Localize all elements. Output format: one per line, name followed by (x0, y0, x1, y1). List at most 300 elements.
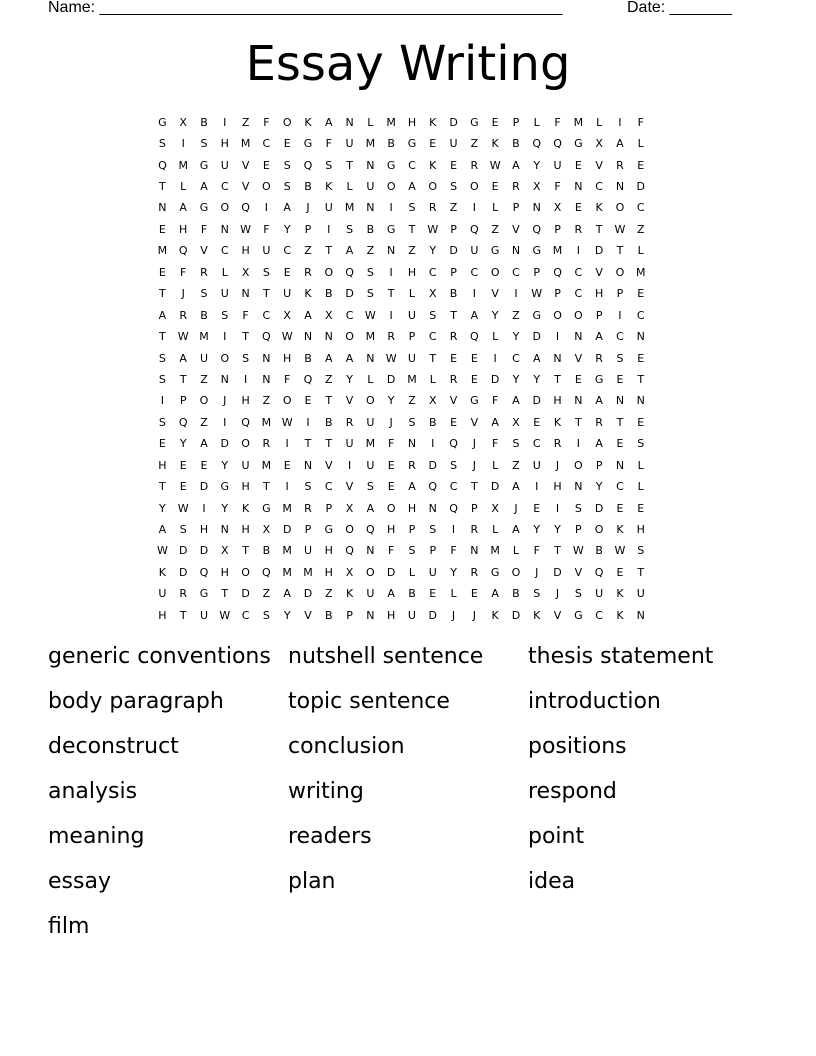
grid-letter: Y (179, 437, 187, 451)
grid-letter: E (616, 565, 624, 579)
grid-letter: X (491, 501, 499, 515)
grid-letter: Q (303, 372, 313, 386)
grid-letter: L (492, 201, 499, 215)
grid-letter: P (346, 608, 353, 622)
grid-letter: S (637, 544, 645, 558)
grid-letter: C (449, 480, 458, 494)
grid-row (152, 241, 672, 262)
grid-letter: I (223, 330, 227, 344)
grid-letter: F (450, 544, 457, 558)
grid-letter: R (595, 415, 603, 429)
grid-letter: U (553, 158, 562, 172)
grid-letter: C (616, 330, 624, 344)
grid-letter: A (200, 437, 208, 451)
grid-letter: Z (408, 244, 416, 258)
grid-letter: O (386, 180, 396, 194)
grid-letter: D (594, 244, 604, 258)
grid-letter: O (345, 523, 354, 537)
grid-letter: A (512, 480, 520, 494)
grid-letter: S (429, 523, 437, 537)
grid-letter: T (325, 394, 333, 408)
grid-letter: I (618, 308, 622, 322)
grid-letter: P (554, 222, 561, 236)
grid-letter: Q (470, 330, 479, 344)
grid-letter: P (450, 222, 457, 236)
grid-row (152, 412, 672, 433)
grid-letter: W (531, 287, 543, 301)
grid-letter: Q (553, 265, 562, 279)
grid-letter: G (386, 222, 396, 236)
grid-letter: A (304, 308, 312, 322)
grid-letter: O (241, 565, 250, 579)
grid-letter: G (407, 137, 417, 151)
grid-letter: C (408, 158, 416, 172)
grid-letter: B (304, 351, 312, 365)
grid-letter: D (532, 394, 541, 408)
grid-letter: M (282, 565, 292, 579)
grid-letter: U (324, 201, 333, 215)
grid-letter: A (408, 480, 416, 494)
grid-letter: A (408, 180, 416, 194)
grid-letter: I (576, 437, 580, 451)
word-list-item: introduction (528, 689, 661, 714)
grid-letter: Y (221, 501, 229, 515)
grid-letter: U (470, 244, 479, 258)
grid-letter: O (386, 501, 396, 515)
grid-letter: T (159, 180, 166, 194)
grid-letter: K (325, 180, 333, 194)
grid-letter: L (221, 265, 228, 279)
grid-letter: K (616, 587, 624, 601)
grid-letter: U (283, 287, 292, 301)
grid-letter: B (325, 287, 333, 301)
grid-letter: P (554, 287, 561, 301)
grid-letter: Y (221, 458, 229, 472)
grid-letter: Y (450, 565, 457, 579)
grid-letter: N (574, 330, 583, 344)
grid-letter: S (346, 222, 354, 236)
grid-letter: U (449, 137, 458, 151)
grid-letter: F (263, 115, 270, 129)
grid-letter: I (576, 244, 580, 258)
grid-letter: C (574, 265, 583, 279)
grid-letter: Q (594, 565, 604, 579)
grid-letter: H (179, 222, 188, 236)
grid-letter: E (491, 180, 499, 194)
grid-letter: Q (262, 330, 271, 344)
grid-letter: F (491, 437, 499, 451)
grid-letter: J (181, 287, 185, 301)
grid-letter: B (512, 587, 520, 601)
grid-letter: C (616, 480, 624, 494)
grid-letter: N (615, 180, 625, 194)
grid-letter: R (408, 458, 416, 472)
grid-letter: G (532, 308, 541, 322)
grid-letter: A (283, 201, 291, 215)
grid-letter: S (179, 523, 187, 537)
grid-letter: W (156, 544, 168, 558)
grid-letter: U (407, 608, 416, 622)
grid-letter: R (345, 415, 354, 429)
grid-letter: R (179, 308, 188, 322)
grid-letter: H (407, 265, 417, 279)
grid-letter: A (532, 351, 541, 365)
grid-letter: F (180, 265, 187, 279)
grid-letter: A (158, 308, 167, 322)
grid-letter: U (532, 458, 541, 472)
grid-letter: R (179, 587, 188, 601)
grid-letter: T (637, 372, 645, 386)
grid-letter: E (262, 158, 270, 172)
grid-letter: R (200, 265, 208, 279)
page-title: Essay Writing (245, 36, 571, 92)
grid-letter: J (306, 201, 310, 215)
grid-letter: A (325, 351, 333, 365)
grid-letter: F (554, 180, 561, 194)
grid-letter: K (553, 415, 562, 429)
grid-letter: W (427, 222, 439, 236)
word-list-item: generic conventions (48, 644, 271, 669)
grid-letter: L (512, 544, 520, 558)
grid-letter: C (532, 437, 541, 451)
grid-letter: J (555, 587, 560, 601)
grid-letter: O (220, 201, 230, 215)
grid-letter: I (285, 437, 289, 451)
grid-letter: E (533, 501, 541, 515)
grid-letter: D (553, 565, 562, 579)
grid-letter: N (366, 544, 375, 558)
grid-letter: E (450, 415, 458, 429)
grid-letter: Y (387, 394, 395, 408)
grid-letter: E (637, 501, 645, 515)
grid-letter: Q (345, 265, 354, 279)
grid-letter: M (386, 115, 396, 129)
grid-letter: A (512, 523, 520, 537)
grid-letter: C (262, 137, 271, 151)
grid-letter: S (450, 180, 458, 194)
grid-row (152, 133, 672, 154)
grid-letter: F (491, 394, 499, 408)
grid-letter: B (449, 287, 458, 301)
grid-letter: N (532, 201, 541, 215)
grid-letter: B (408, 587, 416, 601)
grid-letter: X (345, 501, 354, 515)
grid-letter: E (387, 480, 395, 494)
grid-letter: E (450, 351, 458, 365)
grid-letter: M (178, 158, 188, 172)
grid-letter: A (366, 501, 375, 515)
grid-letter: U (345, 137, 354, 151)
grid-letter: D (428, 458, 437, 472)
grid-letter: I (223, 115, 227, 129)
grid-letter: Y (429, 244, 437, 258)
grid-letter: H (283, 351, 292, 365)
grid-letter: H (241, 394, 250, 408)
grid-letter: P (450, 265, 457, 279)
grid-letter: D (490, 480, 500, 494)
grid-letter: N (615, 458, 625, 472)
grid-letter: A (325, 115, 333, 129)
grid-letter: T (574, 415, 582, 429)
grid-letter: H (158, 458, 167, 472)
grid-letter: A (387, 587, 395, 601)
grid-letter: E (179, 480, 187, 494)
grid-letter: J (223, 394, 227, 408)
grid-letter: N (220, 222, 229, 236)
grid-letter: X (241, 265, 250, 279)
grid-letter: L (408, 287, 416, 301)
grid-letter: N (511, 244, 521, 258)
grid-letter: P (575, 523, 582, 537)
grid-letter: C (512, 265, 520, 279)
grid-letter: U (158, 587, 167, 601)
grid-letter: Y (512, 330, 520, 344)
grid-letter: I (431, 437, 435, 451)
grid-letter: T (595, 222, 603, 236)
grid-letter: H (387, 608, 396, 622)
grid-letter: E (179, 458, 187, 472)
grid-letter: D (532, 330, 541, 344)
grid-letter: B (325, 415, 333, 429)
grid-letter: S (158, 351, 166, 365)
grid-letter: K (429, 115, 437, 129)
grid-letter: N (366, 351, 375, 365)
grid-letter: B (200, 308, 208, 322)
grid-letter: Y (283, 608, 291, 622)
grid-letter: Z (636, 222, 645, 236)
grid-letter: X (283, 308, 291, 322)
grid-letter: D (449, 115, 458, 129)
grid-letter: H (241, 523, 250, 537)
grid-letter: W (177, 501, 189, 515)
grid-letter: R (470, 565, 479, 579)
grid-letter: D (178, 544, 188, 558)
grid-letter: P (429, 544, 437, 558)
grid-letter: S (262, 265, 270, 279)
grid-letter: D (386, 565, 396, 579)
grid-letter: S (637, 437, 645, 451)
grid-letter: N (470, 544, 479, 558)
grid-letter: A (595, 330, 603, 344)
grid-letter: J (472, 608, 476, 622)
grid-letter: F (284, 372, 291, 386)
grid-letter: E (616, 372, 624, 386)
grid-letter: N (366, 608, 375, 622)
grid-letter: E (450, 158, 458, 172)
grid-letter: A (283, 587, 291, 601)
grid-letter: X (179, 115, 187, 129)
grid-letter: V (470, 415, 479, 429)
grid-letter: P (408, 330, 416, 344)
grid-letter: S (408, 544, 416, 558)
grid-letter: Q (178, 244, 188, 258)
grid-letter: A (595, 394, 603, 408)
grid-letter: J (555, 458, 560, 472)
grid-letter: E (429, 587, 437, 601)
grid-letter: H (553, 394, 562, 408)
grid-letter: S (366, 287, 374, 301)
grid-letter: P (533, 265, 541, 279)
grid-letter: K (429, 158, 437, 172)
grid-row (152, 541, 672, 562)
grid-letter: N (345, 115, 354, 129)
grid-letter: Z (408, 394, 416, 408)
grid-row (152, 112, 672, 133)
grid-letter: C (220, 180, 229, 194)
grid-letter: C (262, 308, 271, 322)
grid-letter: R (428, 201, 437, 215)
grid-letter: P (616, 287, 624, 301)
grid-row (152, 176, 672, 197)
grid-letter: A (345, 351, 354, 365)
grid-letter: K (616, 523, 624, 537)
grid-letter: T (616, 415, 624, 429)
grid-letter: W (489, 158, 501, 172)
grid-letter: N (387, 244, 396, 258)
grid-letter: E (616, 501, 624, 515)
grid-letter: V (574, 351, 583, 365)
grid-letter: O (490, 265, 500, 279)
grid-letter: V (345, 480, 354, 494)
grid-letter: O (220, 351, 230, 365)
grid-letter: Q (428, 480, 438, 494)
grid-letter: V (574, 565, 583, 579)
grid-letter: H (241, 480, 250, 494)
grid-letter: N (303, 330, 313, 344)
grid-letter: T (325, 244, 333, 258)
grid-letter: U (199, 608, 209, 622)
grid-letter: K (533, 608, 541, 622)
grid-letter: N (407, 437, 417, 451)
grid-letter: A (470, 308, 479, 322)
grid-letter: F (533, 544, 540, 558)
grid-letter: O (366, 394, 375, 408)
grid-letter: L (450, 587, 457, 601)
grid-letter: S (429, 308, 437, 322)
grid-letter: X (428, 394, 437, 408)
grid-letter: U (428, 565, 437, 579)
grid-letter: D (220, 437, 230, 451)
grid-letter: Y (159, 501, 166, 515)
grid-letter: H (636, 523, 645, 537)
grid-letter: X (428, 287, 437, 301)
grid-letter: R (553, 437, 562, 451)
grid-letter: I (472, 287, 476, 301)
grid-letter: C (574, 287, 583, 301)
word-list-item: topic sentence (288, 689, 450, 714)
grid-letter: H (407, 501, 417, 515)
grid-row (152, 198, 672, 219)
grid-letter: U (636, 587, 645, 601)
grid-row (152, 155, 672, 176)
grid-letter: C (283, 244, 292, 258)
grid-letter: H (407, 115, 417, 129)
grid-letter: A (345, 244, 354, 258)
grid-letter: V (595, 265, 603, 279)
grid-letter: Q (366, 523, 375, 537)
grid-letter: G (574, 137, 583, 151)
grid-letter: V (200, 244, 208, 258)
grid-letter: G (386, 158, 396, 172)
grid-letter: L (492, 330, 499, 344)
grid-row (152, 476, 672, 497)
grid-letter: Y (283, 222, 291, 236)
grid-letter: M (282, 501, 292, 515)
grid-letter: I (618, 115, 622, 129)
grid-letter: X (262, 523, 271, 537)
grid-row (152, 348, 672, 369)
grid-letter: G (324, 523, 334, 537)
grid-letter: Y (595, 480, 603, 494)
grid-letter: N (262, 351, 271, 365)
grid-letter: E (158, 265, 166, 279)
grid-letter: T (554, 544, 561, 558)
grid-row (152, 605, 672, 626)
grid-letter: M (199, 330, 209, 344)
grid-letter: Z (512, 458, 520, 472)
grid-letter: L (429, 372, 436, 386)
word-list-item: writing (288, 779, 364, 804)
grid-row (152, 219, 672, 240)
grid-letter: O (615, 201, 625, 215)
grid-letter: I (493, 351, 497, 365)
grid-letter: O (428, 180, 438, 194)
grid-letter: P (179, 394, 187, 408)
grid-letter: Q (199, 565, 209, 579)
grid-letter: P (408, 523, 416, 537)
grid-letter: Q (158, 158, 167, 172)
grid-letter: J (389, 415, 393, 429)
grid-letter: J (514, 501, 518, 515)
name-field[interactable]: Name: ____________________________________________________ (48, 0, 563, 16)
grid-letter: W (364, 308, 376, 322)
grid-letter: I (472, 201, 476, 215)
grid-letter: T (346, 158, 353, 172)
grid-letter: M (303, 565, 313, 579)
grid-letter: Z (200, 372, 208, 386)
grid-letter: T (408, 222, 416, 236)
grid-letter: Q (449, 437, 458, 451)
grid-letter: U (199, 351, 209, 365)
grid-letter: I (514, 287, 518, 301)
date-field[interactable]: Date: _______ (627, 0, 732, 16)
grid-letter: Q (241, 415, 250, 429)
grid-letter: M (407, 372, 417, 386)
grid-letter: W (240, 222, 252, 236)
grid-letter: U (220, 158, 229, 172)
grid-letter: Q (241, 201, 250, 215)
grid-row (152, 519, 672, 540)
grid-letter: K (491, 137, 499, 151)
grid-letter: D (303, 587, 313, 601)
grid-letter: G (574, 608, 583, 622)
grid-letter: M (635, 265, 646, 279)
grid-letter: F (263, 222, 270, 236)
grid-letter: I (285, 480, 289, 494)
grid-letter: O (615, 265, 625, 279)
grid-letter: W (614, 222, 626, 236)
grid-letter: W (219, 608, 231, 622)
grid-letter: K (616, 608, 624, 622)
grid-letter: R (595, 351, 603, 365)
grid-letter: I (223, 415, 227, 429)
grid-letter: S (512, 437, 520, 451)
grid-letter: Z (366, 244, 375, 258)
grid-letter: D (199, 544, 209, 558)
word-list-item: deconstruct (48, 734, 179, 759)
grid-letter: U (407, 308, 416, 322)
grid-letter: T (637, 565, 645, 579)
